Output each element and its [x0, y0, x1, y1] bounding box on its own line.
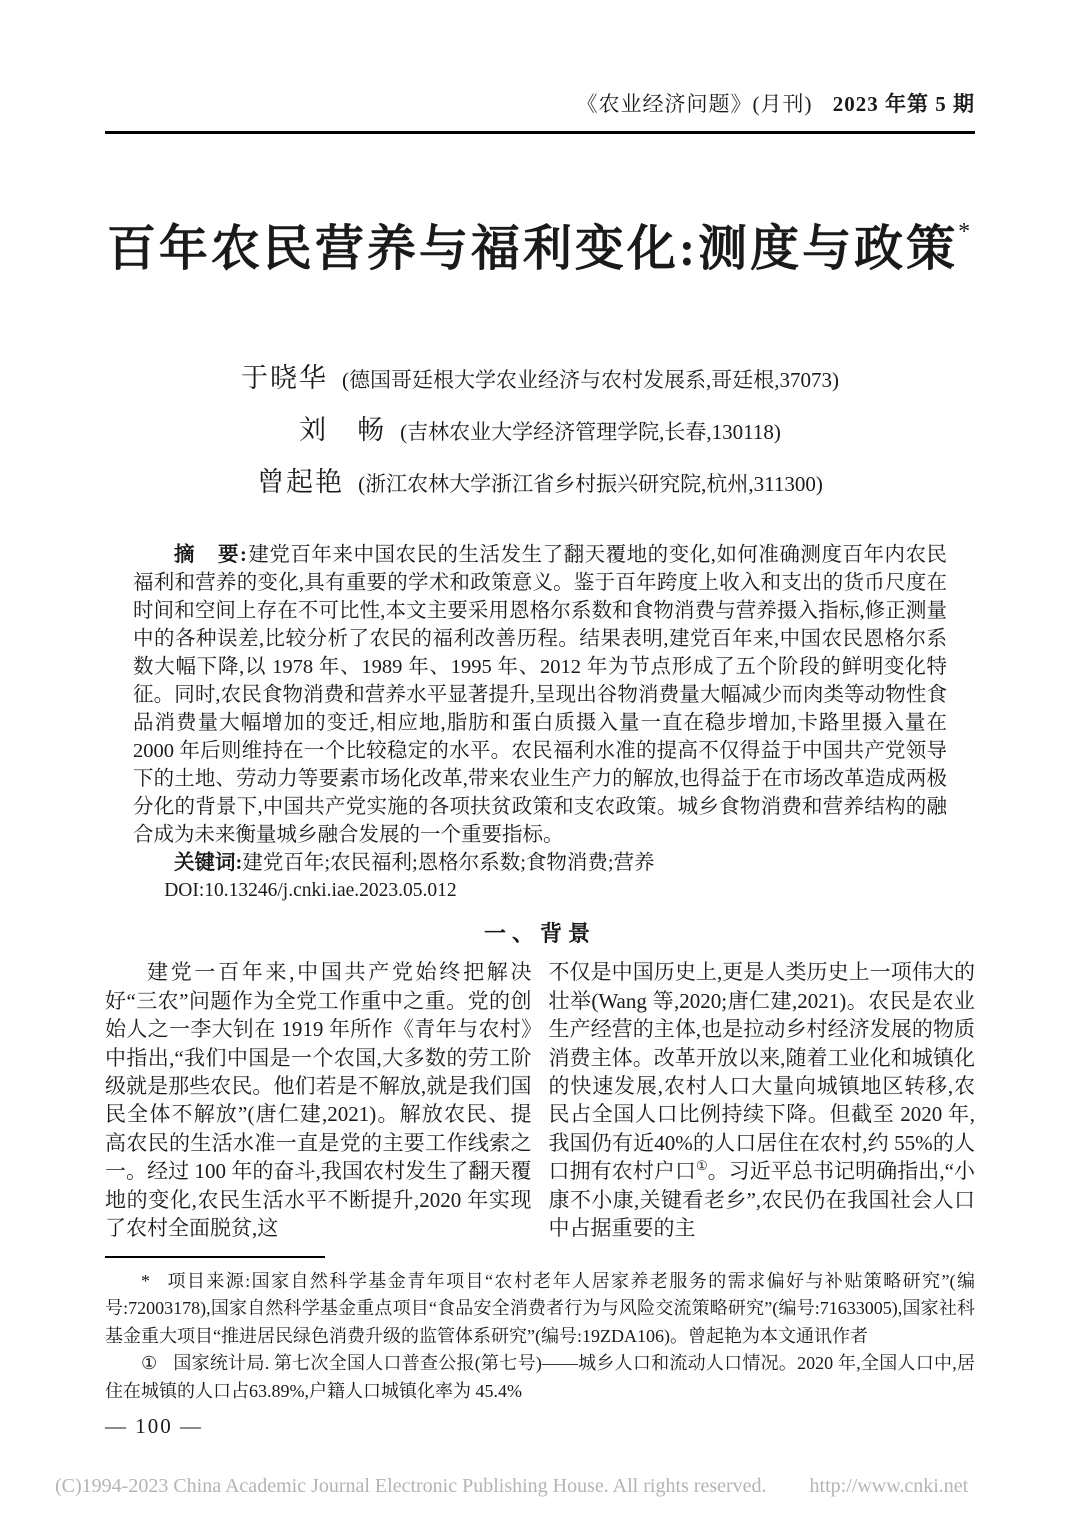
body-right-column	[549, 958, 976, 1242]
abstract-label: 摘 要:	[174, 544, 248, 567]
footnotes-block	[105, 1268, 975, 1406]
journal-issue: 2023 年第 5 期	[832, 92, 975, 116]
author-block	[105, 356, 975, 499]
footnote-marker: *	[141, 1270, 150, 1291]
doi-line: DOI:10.13246/j.cnki.iae.2023.05.012	[164, 880, 457, 902]
author-row	[105, 460, 975, 499]
scan-footer	[55, 1475, 1035, 1498]
footnote-marker: ①	[141, 1353, 158, 1374]
footnote-ref-1: ①	[695, 1158, 708, 1174]
author-affiliation: (德国哥廷根大学农业经济与农村发展系,哥廷根,37073)	[342, 368, 839, 393]
journal-header	[105, 0, 975, 118]
footnote-item	[105, 1268, 975, 1351]
author-row	[105, 356, 975, 395]
page-number: — 100 —	[105, 1414, 203, 1439]
keywords-line	[133, 849, 947, 877]
abstract-text: 建党百年来中国农民的生活发生了翻天覆地的变化,如何准确测度百年内农民福利和营养的变化,具有重要的学术和政策意义。鉴于百年跨度上收入和支出的货币尺度在时间和空间上存在不可比性,本文主要采用恩格尔系数和食物消费与营养摄入指标,修正测量中的各种误差,比较分析了农民的福利改善历程。结果表明,建党百年来,中国农民恩格尔系数大幅下降,以 1978 年、1989 年、1995 年、2012 年为节点形成了五个阶段的鲜明变化特征。同时,农民食物消费和营养水平显著提升,呈现出谷物消费量大幅减少而肉类等动物性食品消费量大幅增加的变迁,相应地,脂肪和蛋白质摄入量一直在稳步增加,卡路里摄入量在 2000 年后则维持在一个比较稳定的水平。农民福利水准的提高不仅得益于中国共产党领导下的土地、劳动力等要素市场化改革,带来农业生产力的解放,也得益于在市场改革造成两极分化的背景下,中国共产党实施的各项扶贫政策和支农政策。城乡食物消费和营养结构的融合成为未来衡量城乡融合发展的一个重要指标。	[133, 544, 948, 847]
footnote-divider	[105, 1256, 325, 1258]
copyright-text: (C)1994-2023 China Academic Journal Electronic Publishing House. All rights reserved.	[55, 1475, 767, 1497]
keywords-label: 关键词:	[174, 852, 243, 875]
paper-title	[105, 220, 975, 279]
author-row	[105, 408, 975, 447]
abstract-paragraph	[133, 541, 947, 849]
keywords-text: 建党百年;农民福利;恩格尔系数;食物消费;营养	[242, 852, 655, 875]
journal-name: 《农业经济问题》(月刊)	[576, 92, 813, 116]
title-footnote-marker: *	[958, 218, 974, 245]
author-affiliation: (吉林农业大学经济管理学院,长春,130118)	[400, 420, 781, 445]
footnote-text: 项目来源:国家自然科学基金青年项目“农村老年人居家养老服务的需求偏好与补贴策略研究”(编号:72003178),国家自然科学基金重点项目“食品安全消费者行为与风险交流策略研究”(编号:71633005),国家社科基金重大项目“推进居民绿色消费升级的监管体系研究”(编号:19ZDA106)。曾起艳为本文通讯作者	[105, 1270, 975, 1346]
body-right-text: 不仅是中国历史上,更是人类历史上一项伟大的壮举(Wang 等,2020;唐仁建,2021)。农民是农业生产经营的主体,也是拉动乡村经济发展的物质消费主体。改革开放以来,随着工业化和城镇化的快速发展,农村人口大量向城镇地区转移,农民占全国人口比例持续下降。但截至 2020 年,我国仍有近40%的人口居住在农村,约 55%的人口拥有农村户口	[548, 960, 975, 1184]
body-left-column: 建党一百年来,中国共产党始终把解决好“三农”问题作为全党工作重中之重。党的创始人之一李大钊在 1919 年所作《青年与农村》中指出,“我们中国是一个农国,大多数的劳工阶级就是那些农民。他们若是不解放,就是我们国民全体不解放”(唐仁建,2021)。解放农民、提高农民的生活水准一直是党的主要工作线索之一。经过 100 年的奋斗,我国农村发生了翻天覆地的变化,农民生活水平不断提升,2020 年实现了农村全面脱贫,这	[105, 960, 532, 1240]
author-name: 曾起艳	[257, 467, 345, 498]
paper-title-text: 百年农民营养与福利变化:测度与政策	[106, 220, 959, 276]
header-divider	[105, 131, 975, 134]
footnote-text: 国家统计局. 第七次全国人口普查公报(第七号)——城乡人口和流动人口情况。2020 年,全国人口中,居住在城镇的人口占63.89%,户籍人口城镇化率为 45.4%	[105, 1353, 976, 1401]
abstract-block	[133, 541, 947, 905]
author-name: 于晓华	[241, 363, 328, 394]
body-right-text: 。习近平总书记明确指出,“小康不小康,关键看老乡”,农民仍在我国社会人口中占据重要的主	[548, 1159, 976, 1240]
author-affiliation: (浙江农林大学浙江省乡村振兴研究院,杭州,311300)	[358, 472, 823, 497]
body-columns	[105, 958, 975, 1242]
footnote-item	[105, 1350, 975, 1405]
section-heading: 一、背景	[483, 921, 596, 947]
author-name: 刘 畅	[299, 415, 387, 446]
cnki-url: http://www.cnki.net	[809, 1475, 969, 1497]
